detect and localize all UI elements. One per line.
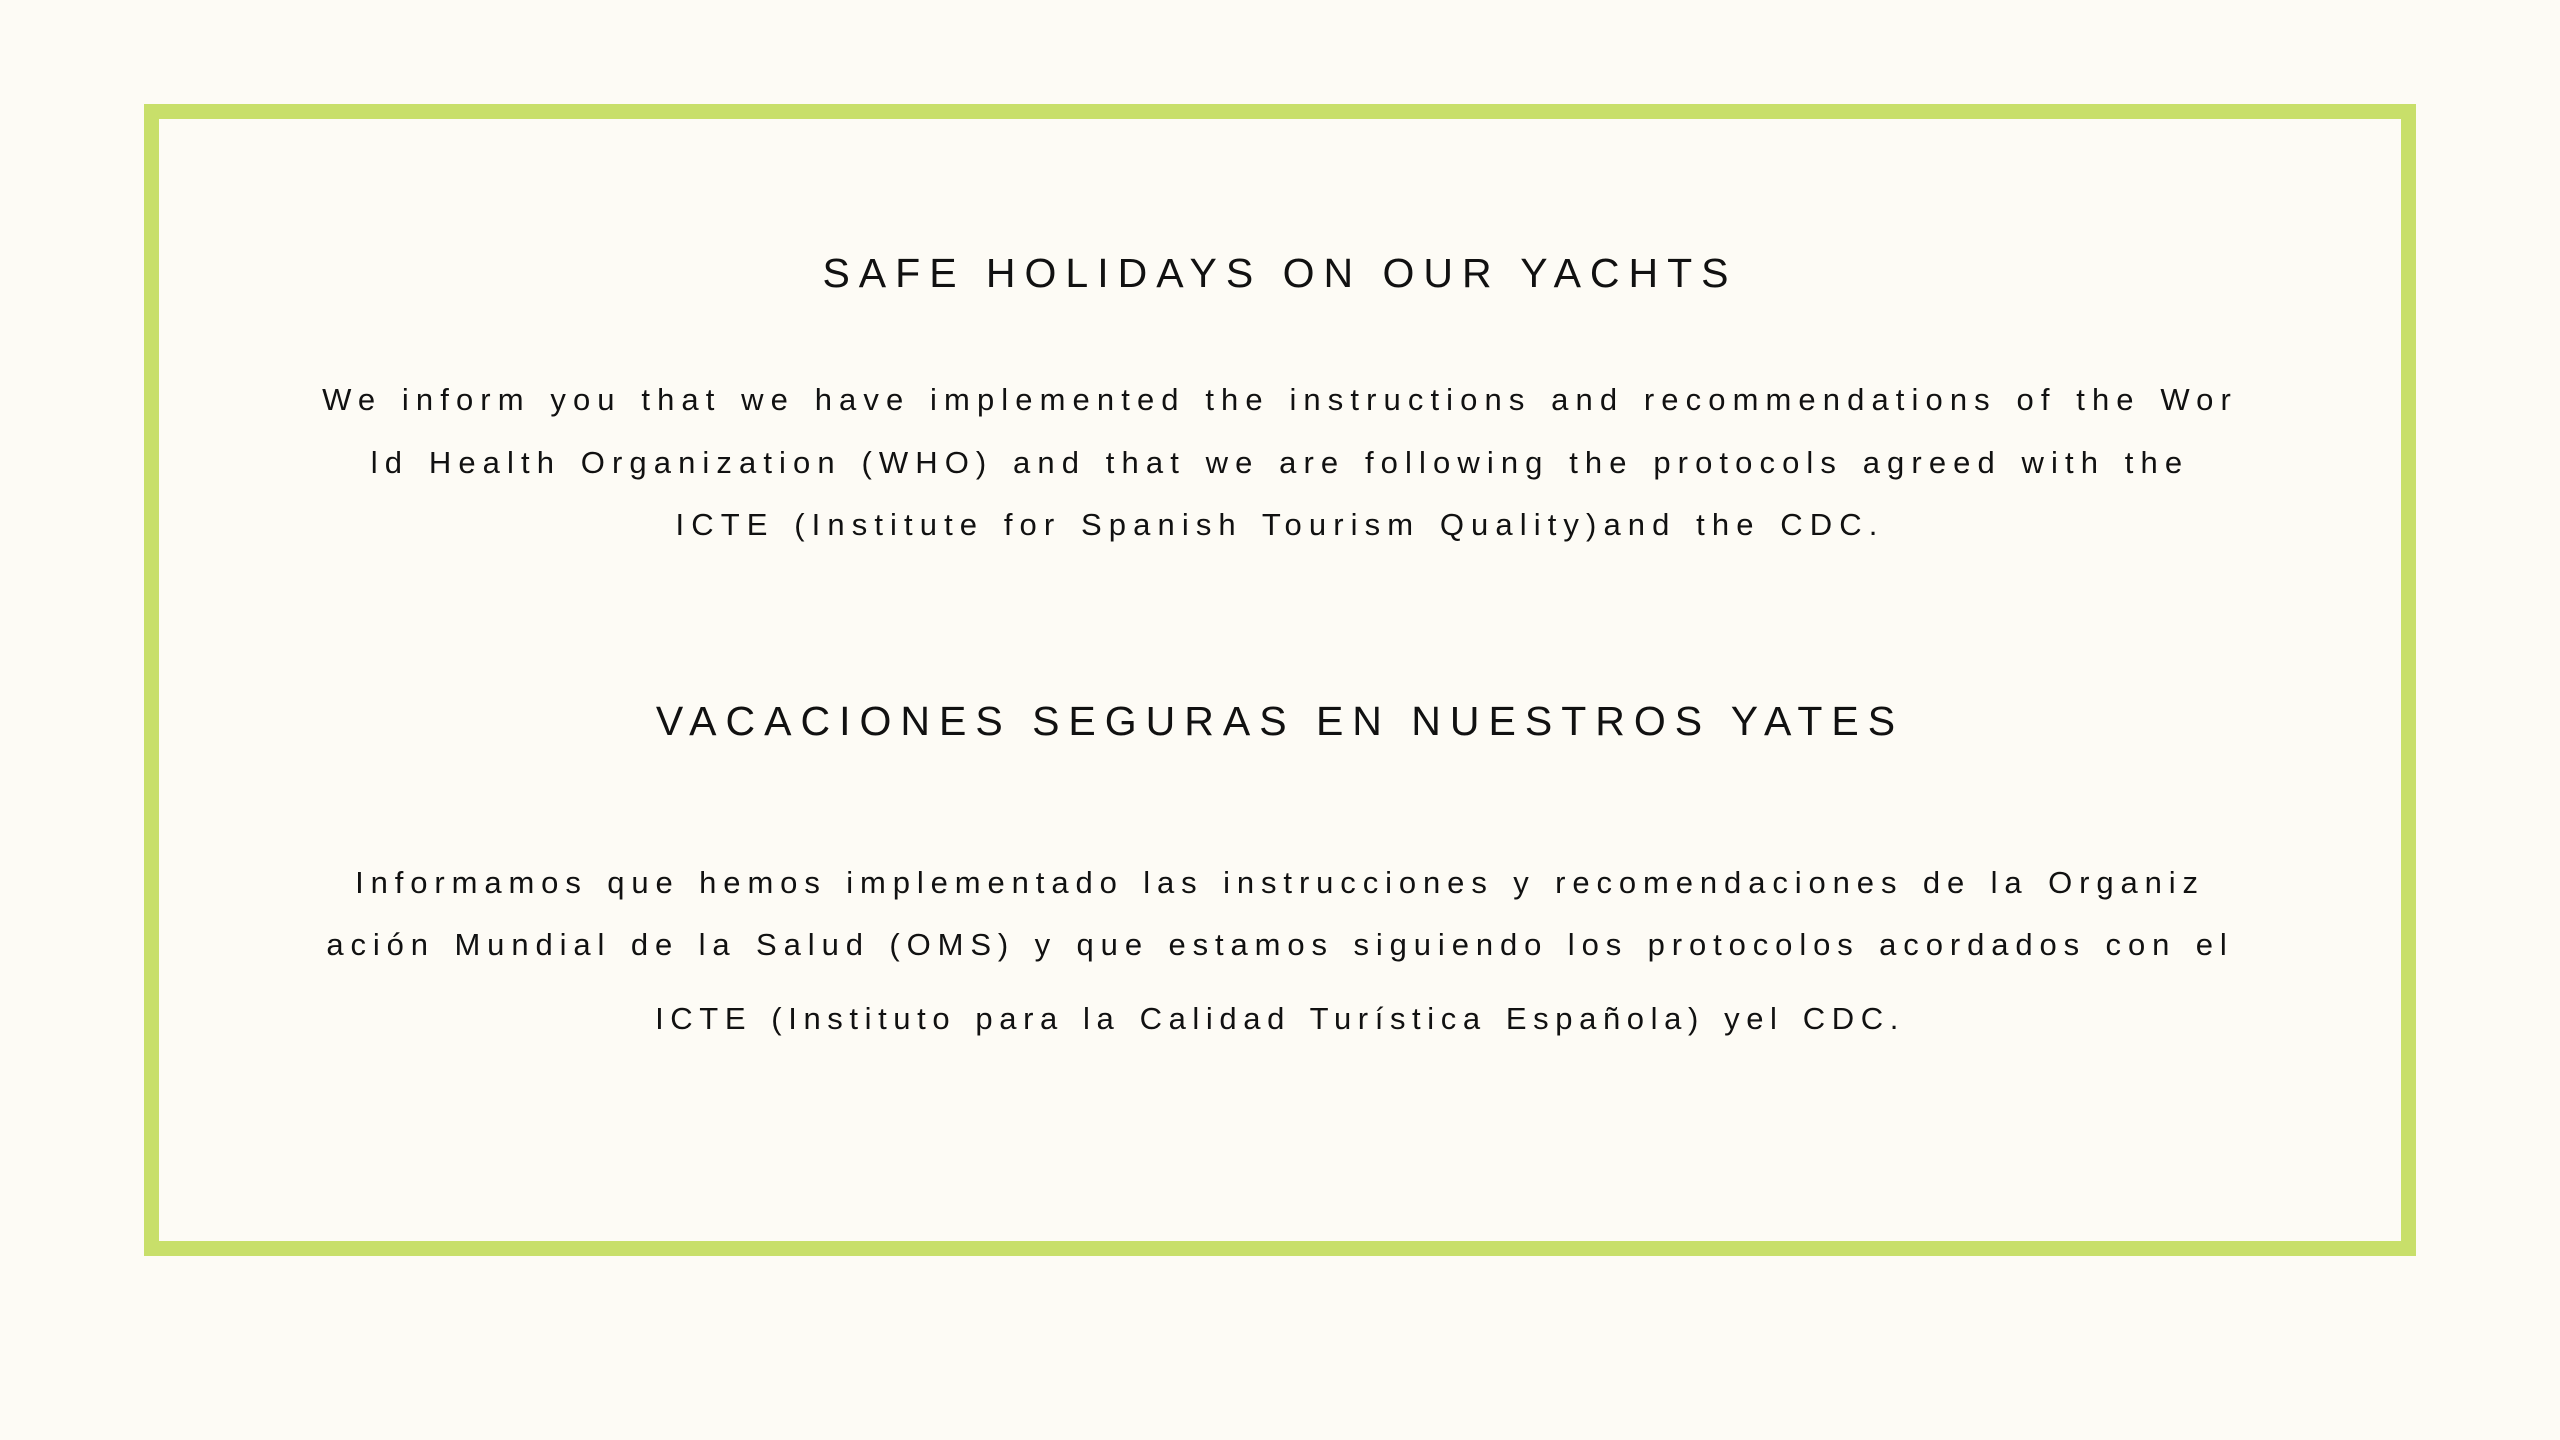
english-paragraph-line-2: ld Health Organization (WHO) and that we are following the protocols agreed with the xyxy=(370,445,2190,480)
spanish-paragraph-line-2: ación Mundial de la Salud (OMS) y que estamos siguiendo los protocolos acordados con el xyxy=(326,927,2234,962)
english-title: SAFE HOLIDAYS ON OUR YACHTS xyxy=(822,250,1738,296)
english-paragraph-line-1: We inform you that we have implemented the instructions and recommendations of the Wor xyxy=(322,382,2238,417)
spanish-paragraph-line-1: Informamos que hemos implementado las instrucciones y recomendaciones de la Organiz xyxy=(355,865,2205,900)
english-paragraph-line-3: ICTE (Institute for Spanish Tourism Quality)and the CDC. xyxy=(675,507,1885,542)
spanish-title: VACACIONES SEGURAS EN NUESTROS YATES xyxy=(655,698,1905,744)
spanish-paragraph-line-3: ICTE (Instituto para la Calidad Turística Española) yel CDC. xyxy=(655,1001,1905,1036)
